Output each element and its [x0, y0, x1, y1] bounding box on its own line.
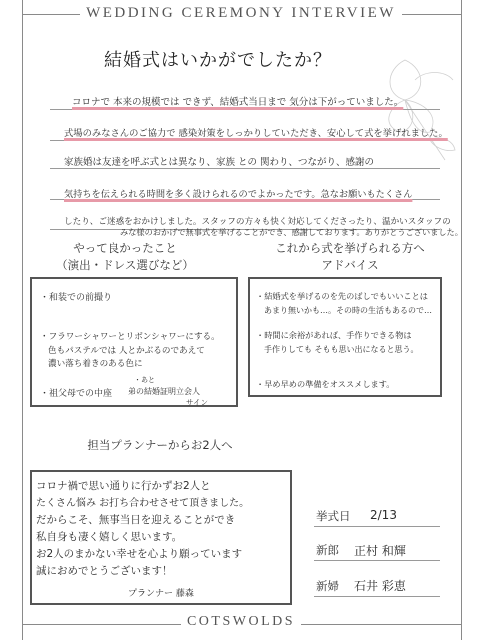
right-item-5: ・早め早めの準備をオススメします。 [256, 379, 395, 389]
answer-line-5: したり、ご迷惑をおかけしました。スタッフの方々も快く対応してくださったり、温かいスタッフの [64, 217, 451, 227]
answer-rule-1 [50, 109, 440, 110]
planner-line-5: お2人のまかない幸せを心より願っています [36, 548, 243, 560]
footer-wrap [0, 614, 482, 630]
footer-brand: COTSWOLDS [181, 614, 301, 629]
left-heading-line1: やって良かったこと [73, 241, 177, 255]
right-item-4: 手作りしても そもも思い出になると思う。 [264, 345, 419, 354]
bride-label: 新婦 [316, 579, 339, 593]
groom-label: 新郎 [316, 543, 339, 557]
right-heading-line1: これから式を挙げられる方へ [275, 241, 425, 255]
right-heading-line2: アドバイス [321, 258, 379, 272]
header-title: WEDDING CEREMONY INTERVIEW [80, 5, 402, 21]
answer-rule-2 [50, 140, 440, 141]
left-item-5: ・祖父母での中座 [40, 389, 113, 399]
right-item-2: あまり無いかも…。その時の生活もあるので… [264, 306, 432, 315]
answer-line-6: みな様のおかげで無事式を挙げることができ、感謝しております。ありがとうございました。 [120, 227, 463, 237]
left-heading-line2: （演出・ドレス選びなど） [56, 258, 194, 272]
planner-heading: 担当プランナーからお2人へ [87, 438, 233, 452]
bride-name: 石井 彩恵 [354, 579, 406, 593]
answer-line-3: 家族婚は友達を呼ぶ式とは異なり、家族 との 関わり、つながり、感謝の [64, 157, 375, 168]
answer-line-1: コロナで 本来の規模では できず、結婚式当日まで 気分は下がっていました。 [72, 97, 404, 108]
bride-rule [314, 596, 440, 597]
groom-name: 正村 和輝 [354, 544, 406, 558]
planner-line-2: たくさん悩み お打ち合わせさせて頂きました。 [36, 498, 250, 509]
right-item-1: ・結婚式を挙げるのを先のばしでもいいことは [256, 291, 428, 301]
answer-line-4: 気持ちを伝えられる時間を多く設けられるのでよかったです。急なお願いもたくさん [64, 189, 413, 200]
planner-line-1: コロナ禍で思い通りに行かずお2人と [36, 480, 211, 492]
planner-line-6: 誠におめでとうございます！ [36, 565, 173, 577]
header-title-wrap [0, 5, 482, 22]
answer-line-2: 式場のみなさんのご協力で 感染対策をしっかりしていただき、安心して式を挙げれました。 [64, 128, 448, 139]
planner-line-4: 私自身も凄く嬉しく思います。 [36, 531, 183, 543]
date-rule [314, 526, 440, 527]
left-item-7: サイン [186, 398, 208, 407]
left-item-8: ・あと [134, 376, 155, 384]
answer-rule-3 [50, 168, 440, 169]
left-item-1: ・和装での前撮り [40, 293, 113, 303]
ceremony-date-value: 2/13 [370, 508, 397, 522]
right-heading [250, 240, 450, 274]
left-item-2: ・フラワーシャワーとリボンシャワーにする。 [40, 332, 220, 342]
left-item-3: 色もパステルでは 人とかぶるのであえて [48, 346, 205, 356]
left-heading [50, 240, 200, 274]
ceremony-date-label: 挙式日 [316, 509, 351, 523]
planner-line-3: だからこそ、無事当日を迎えることができ [36, 514, 236, 526]
right-item-3: ・時間に余裕があれば、手作りできる物は [256, 330, 412, 340]
question-title: 結婚式はいかがでしたか？ [104, 50, 332, 71]
left-item-4: 濃い落ち着きのある色に [48, 359, 143, 369]
planner-signature: プランナー 藤森 [128, 589, 194, 599]
groom-rule [314, 560, 440, 561]
left-item-6: 弟の結婚証明立会人 [128, 387, 200, 396]
